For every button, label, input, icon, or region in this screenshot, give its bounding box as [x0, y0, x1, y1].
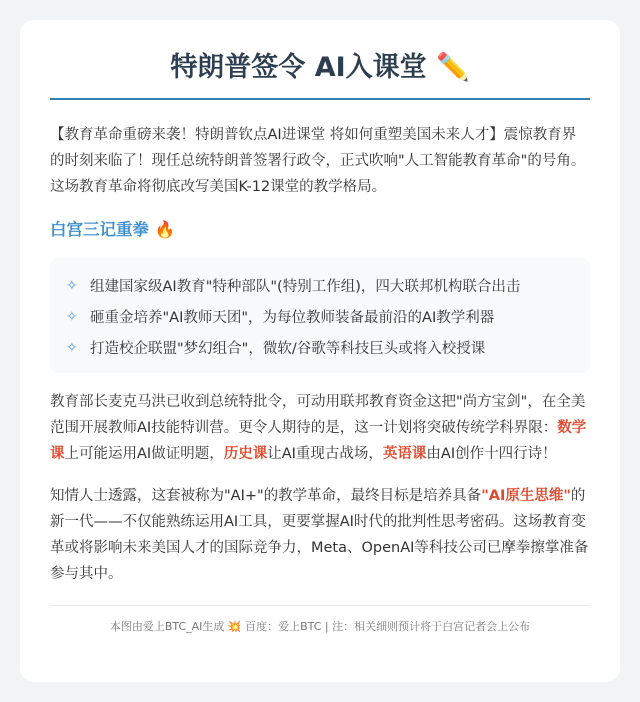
paragraph-text: 的新一代——不仅能熟练运用AI工具，更要掌握AI时代的批判性思考密码。这场教育变革或将影响未来美国人才的国际竞争力，Meta、OpenAI等科技公司已摩拳擦掌准备参与其中。	[50, 488, 589, 582]
paragraph-text: 让AI重现古战场，	[267, 446, 383, 462]
sparkle-icon: ✧	[66, 277, 78, 294]
list-item	[66, 332, 576, 363]
paragraph-text: 知情人士透露，这套被称为"AI+"的教学革命，最终目标是培养具备	[50, 488, 482, 504]
bullet-list	[50, 258, 590, 373]
sparkle-icon: ✧	[66, 308, 78, 325]
list-item-text: 组建国家级AI教育"特种部队"(特别工作组)，四大联邦机构联合出击	[90, 279, 521, 295]
paragraph-text: 教育部长麦克马洪已收到总统特批令，可动用联邦教育资金这把"尚方宝剑"，在全美范围开展教师AI技能特训营。更令人期待的是，这一计划将突破传统学科界限：	[50, 394, 586, 436]
section-heading: 白宫三记重拳 🔥	[50, 220, 176, 239]
paragraph-text: 由AI创作十四行诗！	[426, 446, 557, 462]
page-title: 特朗普签令 AI入课堂 ✏️	[170, 52, 470, 83]
footer-note: 本图由爱上BTC_AI生成 💥 百度：爱上BTC | 注：相关细则预计将于白宫记者会上公布	[109, 620, 531, 633]
body-paragraph-1	[50, 389, 590, 467]
list-item	[66, 301, 576, 332]
sparkle-icon: ✧	[66, 339, 78, 356]
highlight-math: 数学课	[50, 420, 587, 462]
article-card	[20, 20, 620, 682]
paragraph-text: 上可能运用AI做证明题，	[64, 446, 224, 462]
title-divider	[50, 98, 590, 100]
highlight-english: 英语课	[382, 446, 427, 462]
highlight-history: 历史课	[223, 446, 268, 462]
lead-paragraph: 【教育革命重磅来袭！特朗普钦点AI进课堂 将如何重塑美国未来人才】震惊教育界的时刻来临了！现任总统特朗普签署行政令，正式吹响"人工智能教育革命"的号角。这场教育革命将彻底改写美国K-12课堂的教学格局。	[50, 127, 586, 195]
footer-divider	[50, 605, 590, 606]
list-item-text: 砸重金培养"AI教师天团"，为每位教师装备最前沿的AI教学利器	[90, 310, 495, 326]
list-item	[66, 270, 576, 301]
highlight-ai-native: "AI原生思维"	[481, 488, 571, 504]
list-item-text: 打造校企联盟"梦幻组合"，微软/谷歌等科技巨头或将入校授课	[90, 341, 486, 357]
body-paragraph-2	[50, 483, 590, 587]
